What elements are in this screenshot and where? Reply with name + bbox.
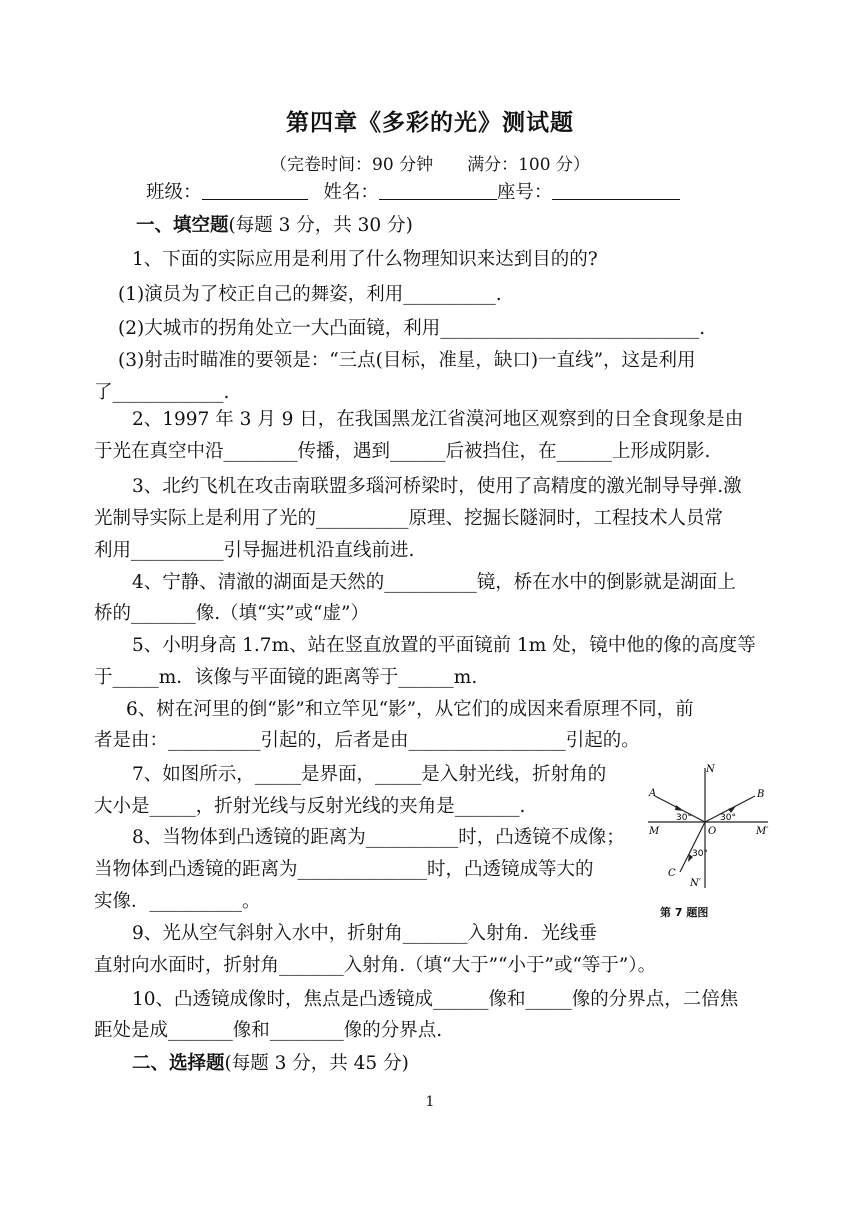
question-line: (2)大城市的拐角处立一大凸面镜，利用____________________________. bbox=[118, 318, 706, 339]
angle-label-incident: 30° bbox=[676, 813, 692, 823]
class-label: 班级： bbox=[146, 182, 202, 203]
label-n: N bbox=[706, 764, 715, 775]
angle-label-refracted: 30° bbox=[692, 849, 708, 859]
question-line: 7、如图所示，_____是界面，_____是入射光线，折射角的 bbox=[132, 764, 607, 785]
question-line: 桥的_______像.（填“实”或“虚”） bbox=[94, 603, 369, 624]
reflected-arrow bbox=[728, 806, 736, 813]
question-line: 2、1997 年 3 月 9 日，在我国黑龙江省漠河地区观察到的日全食现象是由 bbox=[132, 409, 744, 430]
section-heading-fill bbox=[136, 211, 413, 241]
label-c: C bbox=[668, 868, 676, 879]
question-line: (3)射击时瞄准的要领是：“三点(目标，准星，缺口)一直线”，这是利用 bbox=[118, 350, 696, 371]
label-a: A bbox=[649, 788, 657, 799]
question-line: 者是由：__________引起的，后者是由_________________引起的。 bbox=[94, 730, 640, 751]
question-line: 10、凸透镜成像时，焦点是凸透镜成______像和_____像的分界点，二倍焦 bbox=[132, 989, 739, 1010]
page-title: 第四章《多彩的光》测试题 bbox=[286, 109, 574, 136]
angle-label-reflected: 30° bbox=[720, 813, 736, 823]
label-n-prime: N′ bbox=[690, 878, 702, 889]
question-line: 5、小明身高 1.7m、站在竖直放置的平面镜前 1m 处，镜中他的像的高度等 bbox=[132, 635, 756, 656]
question-line: 了____________. bbox=[94, 382, 230, 403]
figure-caption: 第 7 题图 bbox=[660, 906, 709, 919]
question-line: 大小是_____，折射光线与反射光线的夹角是_______. bbox=[94, 796, 526, 817]
question-line: 距处是成_______像和________像的分界点. bbox=[94, 1020, 443, 1041]
question-line: (1)演员为了校正自己的舞姿，利用__________. bbox=[118, 284, 502, 305]
question-line: 8、当物体到凸透镜的距离为__________时，凸透镜不成像； bbox=[132, 827, 625, 848]
question-line: 利用__________引导掘进机沿直线前进. bbox=[94, 540, 415, 561]
section1-heading: 一、填空题 bbox=[136, 215, 229, 236]
name-field[interactable] bbox=[379, 181, 497, 200]
question-line: 于光在真空中沿________传播，遇到______后被挡住，在______上形成阴影. bbox=[94, 441, 711, 462]
question-line: 3、北约飞机在攻击南联盟多瑙河桥梁时，使用了高精度的激光制导导弹.激 bbox=[132, 476, 742, 497]
page-number: 1 bbox=[425, 1094, 435, 1110]
question-line: 光制导实际上是利用了光的__________原理、挖掘长隧洞时，工程技术人员常 bbox=[94, 508, 724, 529]
question-line: 直射向水面时，折射角_______入射角.（填“大于”“小于”或“等于”）。 bbox=[94, 955, 657, 976]
label-m: M bbox=[649, 826, 660, 837]
section2-heading: 二、选择题 bbox=[132, 1053, 225, 1074]
question-line: 4、宁静、清澈的湖面是天然的__________镜，桥在水中的倒影就是湖面上 bbox=[132, 572, 736, 593]
question-line: 9、光从空气斜射入水中，折射角_______入射角．光线垂 bbox=[132, 923, 598, 944]
section-heading-choice bbox=[132, 1049, 409, 1079]
name-label: 姓名： bbox=[323, 182, 379, 203]
label-m-prime: M′ bbox=[756, 826, 769, 837]
seat-label: 座号： bbox=[496, 182, 553, 203]
refracted-ray bbox=[680, 822, 705, 872]
refraction-diagram bbox=[640, 760, 790, 925]
question-line: 当物体到凸透镜的距离为______________时，凸透镜成等大的 bbox=[94, 859, 594, 880]
label-b: B bbox=[757, 789, 765, 800]
student-info-row bbox=[146, 178, 680, 208]
exam-subtitle: （完卷时间：90 分钟 满分：100 分） bbox=[270, 155, 590, 175]
incident-arrow bbox=[675, 805, 684, 811]
question-line: 1、下面的实际应用是利用了什么物理知识来达到目的的? bbox=[132, 249, 598, 270]
class-field[interactable] bbox=[202, 181, 308, 200]
section1-note: (每题 3 分，共 30 分) bbox=[228, 215, 413, 236]
question-line: 实像．__________。 bbox=[94, 891, 261, 912]
seat-field[interactable] bbox=[552, 181, 680, 200]
section2-note: (每题 3 分，共 45 分) bbox=[224, 1053, 409, 1074]
label-o: O bbox=[708, 826, 717, 837]
question-line: 于_____m．该像与平面镜的距离等于______m. bbox=[94, 667, 478, 688]
question-line: 6、树在河里的倒“影”和立竿见“影”，从它们的成因来看原理不同，前 bbox=[126, 699, 694, 720]
